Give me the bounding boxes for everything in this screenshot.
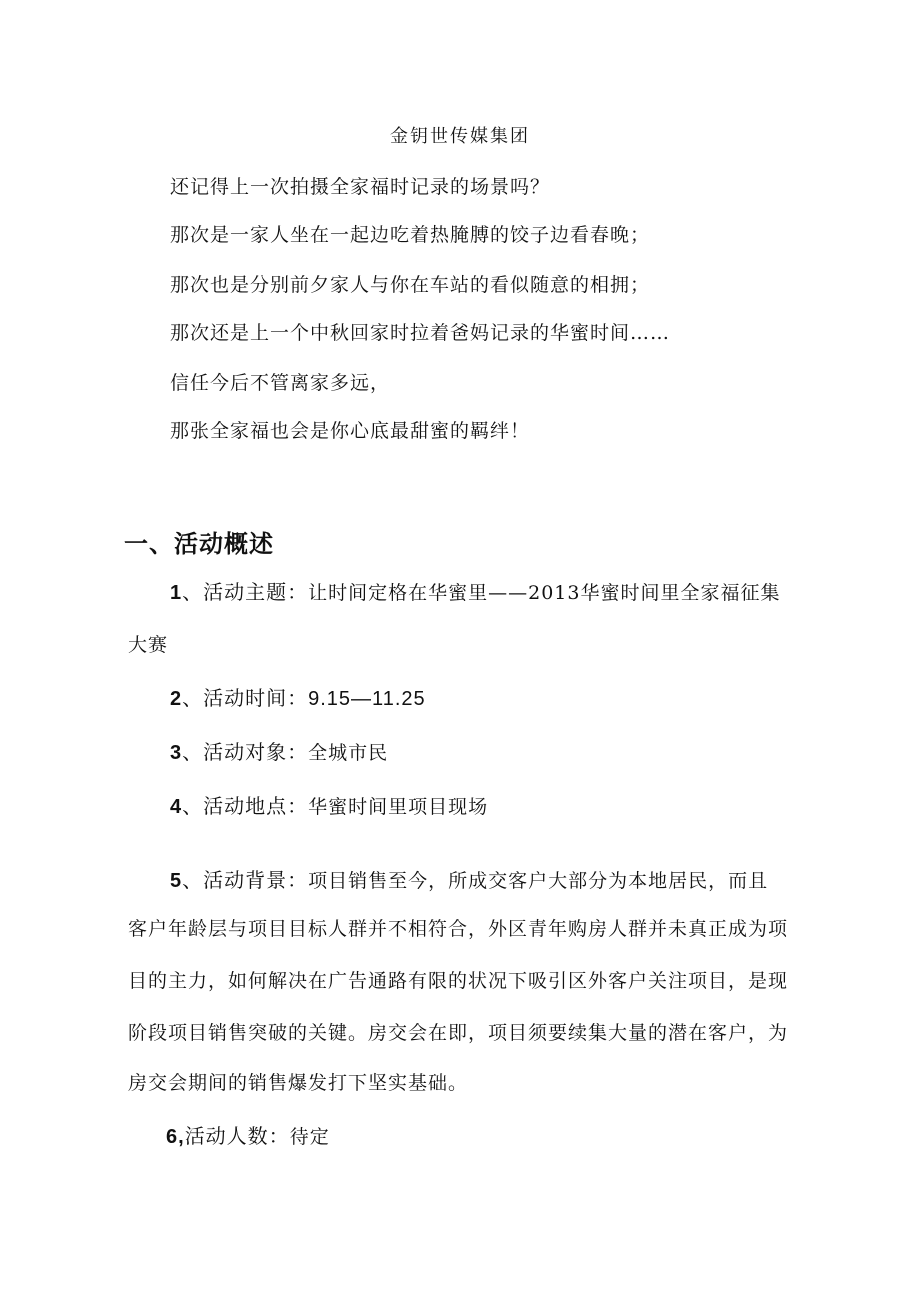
item-label: 、活动背景：	[182, 868, 309, 892]
background-line: 客户年龄层与项目目标人群并不相符合，外区青年购房人群并未真正成为项	[128, 918, 789, 940]
item-theme-continuation: 大赛	[128, 634, 169, 656]
item-value: 项目销售至今，所成交客户大部分为本地居民，而且	[308, 870, 769, 892]
item-label: 、活动地点：	[182, 794, 309, 818]
item-label: 、活动对象：	[182, 740, 309, 764]
item-number: 3	[170, 742, 183, 764]
intro-line: 那张全家福也会是你心底最甜蜜的羁绊！	[170, 420, 531, 442]
item-number: 5	[170, 870, 183, 892]
item-label: 、活动主题：	[182, 580, 309, 604]
item-label: 、活动时间：	[182, 686, 309, 710]
item-time	[170, 682, 426, 711]
item-value: 全城市民	[308, 742, 389, 764]
item-number: 4	[170, 796, 183, 818]
item-value: 华蜜时间里项目现场	[308, 796, 489, 818]
intro-line: 那次也是分别前夕家人与你在车站的看似随意的相拥；	[170, 274, 651, 296]
item-value: 让时间定格在华蜜里——2013华蜜时间里全家福征集	[308, 582, 781, 604]
item-audience	[170, 736, 388, 765]
item-label: 活动人数：	[184, 1124, 290, 1148]
intro-line: 那次还是上一个中秋回家时拉着爸妈记录的华蜜时间……	[170, 322, 671, 344]
document-title: 金钥世传媒集团	[390, 126, 530, 147]
intro-line: 信任今后不管离家多远，	[170, 372, 391, 394]
item-theme	[170, 576, 780, 605]
background-line: 目的主力，如何解决在广告通路有限的状况下吸引区外客户关注项目，是现	[128, 970, 789, 992]
item-number: 2	[170, 688, 183, 710]
background-line: 房交会期间的销售爆发打下坚实基础。	[128, 1072, 469, 1094]
background-line: 阶段项目销售突破的关键。房交会在即，项目须要续集大量的潜在客户，为	[128, 1022, 789, 1044]
section-heading: 一、活动概述	[124, 530, 274, 558]
item-value: 9.15—11.25	[308, 688, 426, 710]
item-background	[170, 864, 768, 893]
item-number: 1	[170, 582, 183, 604]
item-location	[170, 790, 488, 819]
intro-line: 还记得上一次拍摄全家福时记录的场景吗？	[170, 176, 551, 198]
item-participants	[166, 1120, 330, 1149]
item-value: 待定	[289, 1126, 330, 1148]
item-number: 6,	[166, 1126, 185, 1148]
intro-line: 那次是一家人坐在一起边吃着热腌膊的饺子边看春晚；	[170, 224, 651, 246]
